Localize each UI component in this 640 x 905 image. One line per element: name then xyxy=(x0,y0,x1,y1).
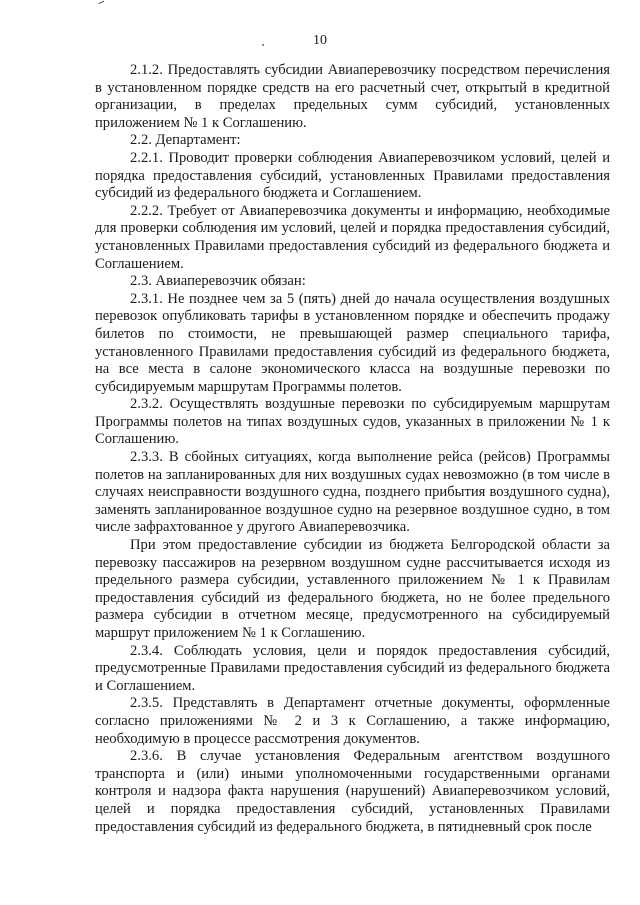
page-number: 10 xyxy=(313,33,327,48)
document-body xyxy=(95,62,610,836)
paragraph-2-1-2: 2.1.2. Предоставлять субсидии Авиаперевозчику посредством перечисления в установленном порядке средств на его расчетный счет, открытый в кредитной организации, в пределах предельных сумм субсидий, установленных приложением № 1 к Соглашению. xyxy=(95,62,610,131)
paragraph-2-2: 2.2. Департамент: xyxy=(130,132,241,149)
paragraph-subsidy-reserve: При этом предоставление субсидии из бюджета Белгородской области за перевозку пассажиров на резервном воздушном судне рассчитывается исходя из предельного размера субсидии, уставленного приложением № 1 к Правилам предоставления субсидий из федерального бюджета, но не более предельного размера субсидии в отчетном месяце, предусмотренного на субсидируемый маршрут приложением № 1 к Соглашению. xyxy=(95,537,610,641)
scan-mark xyxy=(98,0,105,4)
paragraph-2-3-5: 2.3.5. Представлять в Департамент отчетные документы, оформленные согласно приложениями № 2 и 3 к Соглашению, а также информацию, необходимую в процессе рассмотрения документов. xyxy=(95,695,610,747)
paragraph-2-2-1: 2.2.1. Проводит проверки соблюдения Авиаперевозчиком условий, целей и порядка предоставления субсидий, установленных Правилами предоставления субсидий из федерального бюджета и Соглашением. xyxy=(95,149,610,202)
paragraph-2-3-2: 2.3.2. Осуществлять воздушные перевозки по субсидируемым маршрутам Программы полетов на типах воздушных судов, указанных в приложении № 1 к Соглашению. xyxy=(95,396,610,448)
paragraph-2-3: 2.3. Авиаперевозчик обязан: xyxy=(130,273,306,290)
paragraph-2-3-4: 2.3.4. Соблюдать условия, цели и порядок предоставления субсидий, предусмотренные Правилами предоставления субсидий из федерального бюджета и Соглашением. xyxy=(95,642,610,694)
paragraph-2-3-6: 2.3.6. В случае установления Федеральным агентством воздушного транспорта и (или) иными уполномоченными государственными органами контроля и надзора факта нарушения (нарушений) Авиаперевозчиком условий, целей и порядка предоставления субсидий, установленных Правилами предоставления субсидий из федерального бюджета, в пятидневный срок после xyxy=(95,748,610,835)
paragraph-2-3-1: 2.3.1. Не позднее чем за 5 (пять) дней до начала осуществления воздушных перевозок опубликовать тарифы в установленном порядке и обеспечить продажу билетов по стоимости, не превышающей размер специального тарифа, установленного Правилами предоставления субсидий из федерального бюджета, на все места в салоне экономического класса на воздушные перевозки по субсидируемым маршрутам Программы полетов. xyxy=(95,290,610,395)
paragraph-2-3-3: 2.3.3. В сбойных ситуациях, когда выполнение рейса (рейсов) Программы полетов на запланированных для них воздушных судах невозможно (в том числе в случаях неисправности воздушного судна, позднего прибытия воздушного судна), заменять запланированное воздушное судно на резервное воздушное судно, в том числе зафрахтованное у другого Авиаперевозчика. xyxy=(95,449,610,536)
paragraph-2-2-2: 2.2.2. Требует от Авиаперевозчика документы и информацию, необходимые для проверки соблюдения им условий, целей и порядка предоставления субсидий, установленных Правилами предоставления субсидий из федерального бюджета и Соглашением. xyxy=(95,202,610,272)
